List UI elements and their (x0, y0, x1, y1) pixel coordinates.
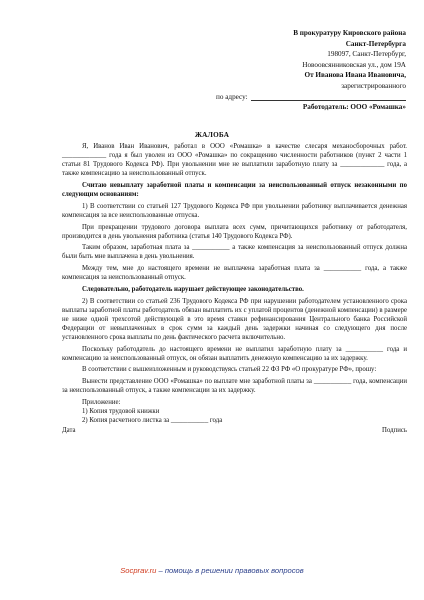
address-blank (251, 92, 406, 101)
registered-label: зарегистрированного (341, 81, 406, 90)
paragraph-11: Вынести представление ООО «Ромашка» по выплате мне заработной платы за ___________ года, компенсации за неиспользованный отпуск, а также компенсации за их задержку. (62, 378, 407, 395)
by-address-label: по адресу: (216, 92, 248, 101)
source-site[interactable]: Socprav.ru (120, 566, 157, 575)
complaint-body (62, 142, 407, 435)
sender-address (216, 92, 406, 103)
city: Санкт-Петербурга (345, 39, 406, 48)
attachment-1: 1) Копия трудовой книжки (82, 407, 160, 415)
paragraph-5: Таким образом, заработная плата за ___________ а также компенсация за неиспользованный отпуск должна были быть мне выплачена в день увольнения. (62, 244, 407, 261)
employer: Работодатель: ООО «Ромашка» (302, 103, 406, 112)
paragraph-2: Считаю невыплату заработной платы и компенсации за неиспользованный отпуск незаконными по следующим основаниям: (62, 181, 407, 199)
paragraph-8: 2) В соответствии со статьей 236 Трудового Кодекса РФ при нарушении работодателем установленного срока выплаты заработной платы работодатель обязан выплатить их с уплатой процентов (денежной компенсации) в размере не ниже одной трехсотой действующей в это время ставки рефинансирования Центрального банка Российской Федерации от невыплаченных в срок сумм за каждый день задержки начиная со следующего дня после установленного срока выплаты по день фактического расчета включительно. (62, 297, 407, 341)
attachment-2: 2) Копия расчетного листка за ___________ года (82, 417, 223, 425)
date-label: Дата (62, 427, 76, 435)
paragraph-3: 1) В соответствии со статьей 127 Трудового Кодекса РФ при увольнении работнику выплачивается денежная компенсация за все неиспользованные отпуска. (62, 202, 407, 219)
source-tagline: – помощь в решении правовых вопросов (156, 566, 304, 575)
address-line-1: 198097, Санкт-Петербург, (327, 50, 406, 59)
source-caption (0, 566, 424, 575)
paragraph-7: Следовательно, работодатель нарушает действующее законодательство. (82, 285, 304, 293)
paragraph-6: Между тем, мне до настоящего времени не выплачена заработная плата за ___________ года, а также компенсация за неиспользованный отпуск. (62, 265, 407, 282)
attachments-list (62, 398, 407, 425)
addressee-block (216, 28, 406, 113)
paragraph-10: В соответствии с вышеизложенным и руководствуясь статьей 22 ФЗ РФ «О прокуратуре РФ», прошу: (82, 366, 377, 374)
paragraph-9: Поскольку работодатель до настоящего времени не выплатил заработную плату за ___________ года и компенсацию за неиспользованный отпуск, он обязан выплатить денежную компенсацию за их задержку. (62, 345, 407, 362)
prosecutor-office: В прокуратуру Кировского района (293, 29, 406, 37)
paragraph-1: Я, Иванов Иван Иванович, работал в ООО «Ромашка» в качестве слесаря механосборочных работ. _____________ года я был уволен из ООО «Ромашка» по сокращению численности работников (пункт 2 части 1 статьи 81 Трудового Кодекса РФ). При увольнении мне не выплатили заработную плату за _____________ года, а также компенсацию за неиспользованный отпуск. (62, 143, 407, 178)
signature-label: Подпись (382, 427, 407, 435)
date-signature-line (62, 426, 407, 435)
paragraph-4: При прекращении трудового договора выплата всех сумм, причитающихся работнику от работодателя, производится в день увольнения работника (статья 140 Трудового Кодекса РФ). (62, 223, 407, 240)
address-line-2: Новоовсянниковская ул., дом 19А (302, 60, 406, 69)
sender-name: От Иванова Ивана Ивановича, (304, 71, 406, 80)
attachments-label: Приложение: (82, 398, 121, 406)
document-title: ЖАЛОБА (194, 131, 230, 139)
